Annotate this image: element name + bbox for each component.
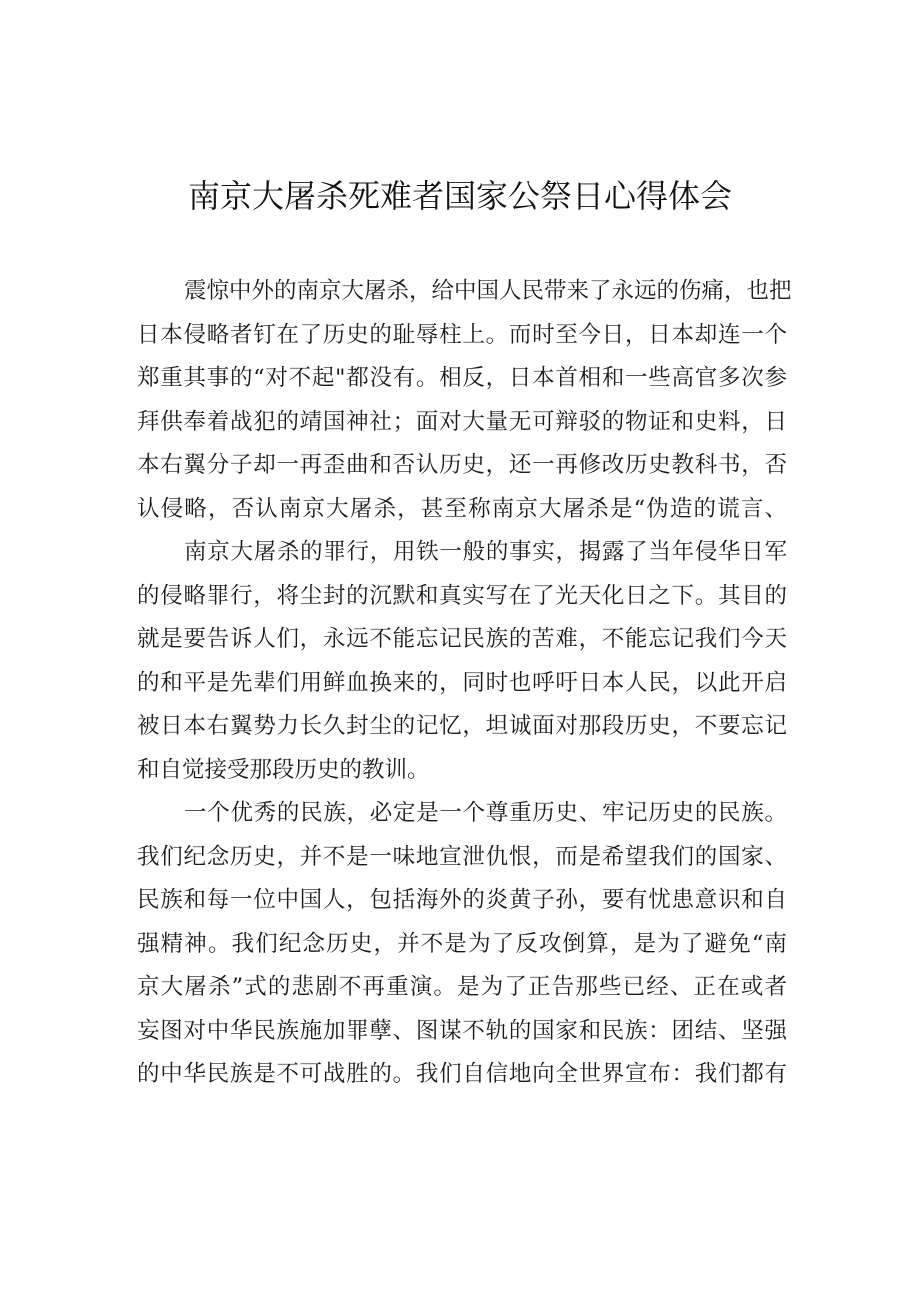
paragraph-1-line-6: 认侵略，否认南京大屠杀，甚至称南京大屠杀是“伪造的谎言、 <box>137 495 787 522</box>
paragraph-3-line-1: 一个优秀的民族，必定是一个尊重历史、牢记历史的民族。 <box>184 800 787 826</box>
paragraph-3-line-4: 强精神。我们纪念历史，并不是为了反攻倒算，是为了避免“南 <box>137 930 787 957</box>
paragraph-3-line-7: 的中华民族是不可战胜的。我们自信地向全世界宣布：我们都有 <box>137 1061 787 1087</box>
document-title: 南京大屠杀死难者国家公祭日心得体会 <box>187 177 732 215</box>
paragraph-3-line-6: 妄图对中华民族施加罪孽、图谋不轨的国家和民族：团结、坚强 <box>137 1017 787 1044</box>
document-body <box>137 270 792 1097</box>
paragraph-2-line-4: 的和平是先辈们用鲜血换来的，同时也呼吁日本人民，以此开启 <box>137 669 787 696</box>
paragraph-1-line-1: 震惊中外的南京大屠杀，给中国人民带来了永远的伤痛，也把 <box>184 278 792 304</box>
paragraph-3-line-2: 我们纪念历史，并不是一味地宣泄仇恨，而是希望我们的国家、 <box>137 843 787 870</box>
paragraph-3-line-3: 民族和每一位中国人，包括海外的炎黄子孙，要有忧患意识和自 <box>137 887 787 913</box>
paragraph-3-line-5: 京大屠杀”式的悲剧不再重演。是为了正告那些已经、正在或者 <box>137 974 787 1000</box>
paragraph-2-line-3: 就是要告诉人们，永远不能忘记民族的苦难，不能忘记我们今天 <box>137 626 787 652</box>
paragraph-2-line-6: 和自觉接受那段历史的教训。 <box>137 756 430 783</box>
paragraph-2-line-5: 被日本右翼势力长久封尘的记忆，坦诚面对那段历史，不要忘记 <box>137 713 787 739</box>
paragraph-1-line-3: 郑重其事的“对不起"都没有。相反，日本首相和一些高官多次参 <box>137 365 787 391</box>
paragraph-2-line-1: 南京大屠杀的罪行，用铁一般的事实，揭露了当年侵华日军 <box>184 539 787 565</box>
paragraph-1-line-2: 日本侵略者钉在了历史的耻辱柱上。而时至今日，日本却连一个 <box>137 321 787 348</box>
paragraph-1-line-4: 拜供奉着战犯的靖国神社；面对大量无可辩驳的物证和史料，日 <box>137 408 787 435</box>
paragraph-2-line-2: 的侵略罪行，将尘封的沉默和真实写在了光天化日之下。其目的 <box>137 582 787 609</box>
paragraph-1-line-5: 本右翼分子却一再歪曲和否认历史，还一再修改历史教科书，否 <box>137 452 787 478</box>
